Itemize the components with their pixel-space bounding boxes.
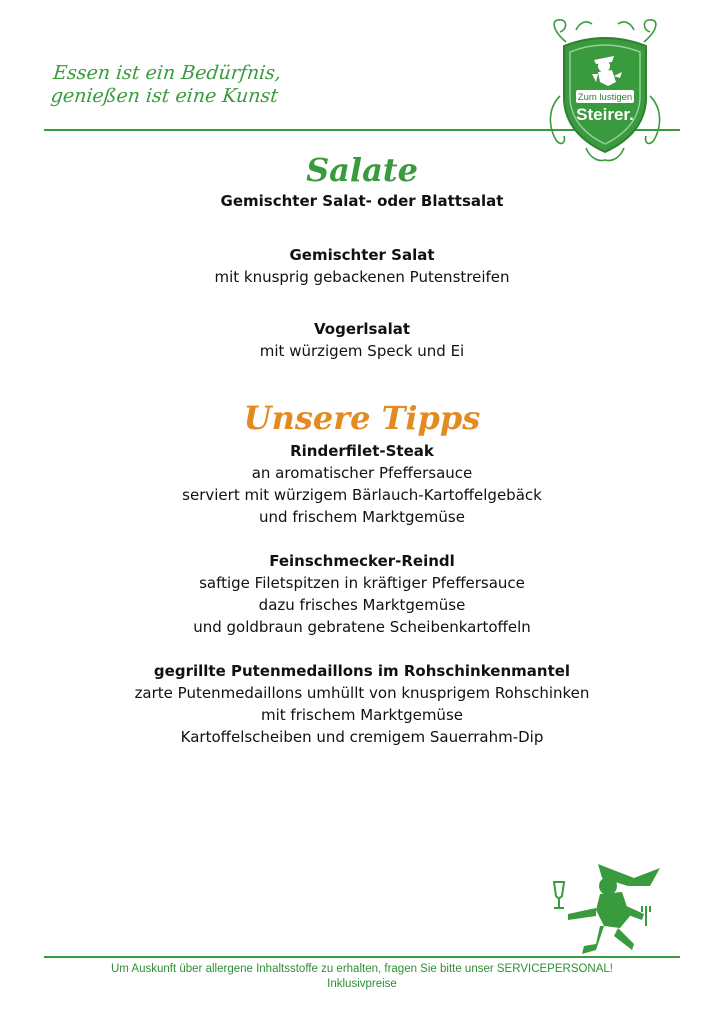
dish-description: und goldbraun gebratene Scheibenkartoffeln [193, 618, 531, 636]
dish-description: und frischem Marktgemüse [259, 508, 465, 526]
dish-name: Vogerlsalat [313, 320, 411, 338]
tagline [50, 62, 283, 108]
section-title-tipps: Unsere Tipps [243, 399, 481, 437]
footer-divider [44, 956, 680, 958]
tagline-line-2: genießen ist eine Kunst [49, 85, 280, 107]
svg-text:Steirer.: Steirer. [576, 105, 634, 124]
menu-item [0, 190, 724, 212]
dish-description: serviert mit würzigem Bärlauch-Kartoffelgebäck [182, 486, 542, 504]
menu-item [0, 440, 724, 528]
menu-item [0, 318, 724, 362]
dish-description: saftige Filetspitzen in kräftiger Pfeffersauce [199, 574, 525, 592]
dish-description: mit frischem Marktgemüse [260, 706, 463, 724]
menu-item [0, 550, 724, 638]
footer [0, 962, 724, 992]
dish-name: Rinderfilet-Steak [290, 442, 434, 460]
dish-name: gegrillte Putenmedaillons im Rohschinkenmantel [153, 662, 571, 680]
menu-item [0, 244, 724, 288]
menu-item [0, 660, 724, 748]
allergen-notice: Um Auskunft über allergene Inhaltsstoffe zu erhalten, fragen Sie bitte unser SERVICEPERSONAL! [110, 963, 613, 975]
restaurant-crest-logo [546, 16, 664, 164]
dish-description: zarte Putenmedaillons umhüllt von knusprigem Rohschinken [134, 684, 590, 702]
dish-name: Feinschmecker-Reindl [269, 552, 455, 570]
waiter-mascot-icon [538, 856, 670, 960]
dish-description: an aromatischer Pfeffersauce [251, 464, 473, 482]
price-note: Inklusivpreise [327, 978, 397, 990]
section-title-salate: Salate [306, 151, 418, 189]
menu-content [0, 150, 724, 748]
dish-name: Gemischter Salat- oder Blattsalat [220, 192, 504, 210]
dish-description: mit knusprig gebackenen Putenstreifen [214, 268, 510, 286]
svg-text:Zum lustigen: Zum lustigen [577, 92, 633, 103]
dish-description: Kartoffelscheiben und cremigem Sauerrahm-Dip [180, 728, 544, 746]
dish-name: Gemischter Salat [289, 246, 435, 264]
dish-description: dazu frisches Marktgemüse [258, 596, 466, 614]
dish-description: mit würzigem Speck und Ei [259, 342, 465, 360]
tagline-line-1: Essen ist ein Bedürfnis, [52, 62, 283, 84]
